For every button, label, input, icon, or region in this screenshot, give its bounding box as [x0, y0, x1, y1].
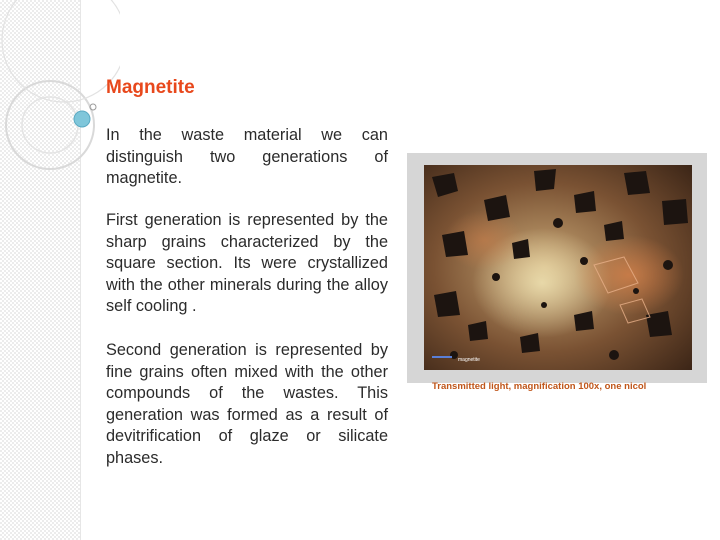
paragraph-first-generation: First generation is represented by the sharp grains characterized by the square section. Its were crystallized with the other minerals during the alloy self cooling .	[106, 211, 388, 315]
paragraph-second-generation: Second generation is represented by fine grains often mixed with the other compounds of the wastes. This generation was formed as a result of devitrification of glaze or silicate phases.	[106, 341, 388, 467]
micrograph-image	[424, 165, 692, 370]
scale-label: magnetite	[458, 357, 480, 363]
figure-caption: Transmitted light, magnification 100x, one nicol	[432, 381, 647, 392]
paragraph-intro: In the waste material we can distinguish two generations of magnetite.	[106, 126, 388, 187]
decorative-circles	[0, 0, 120, 220]
slide-title: Magnetite	[106, 77, 195, 98]
